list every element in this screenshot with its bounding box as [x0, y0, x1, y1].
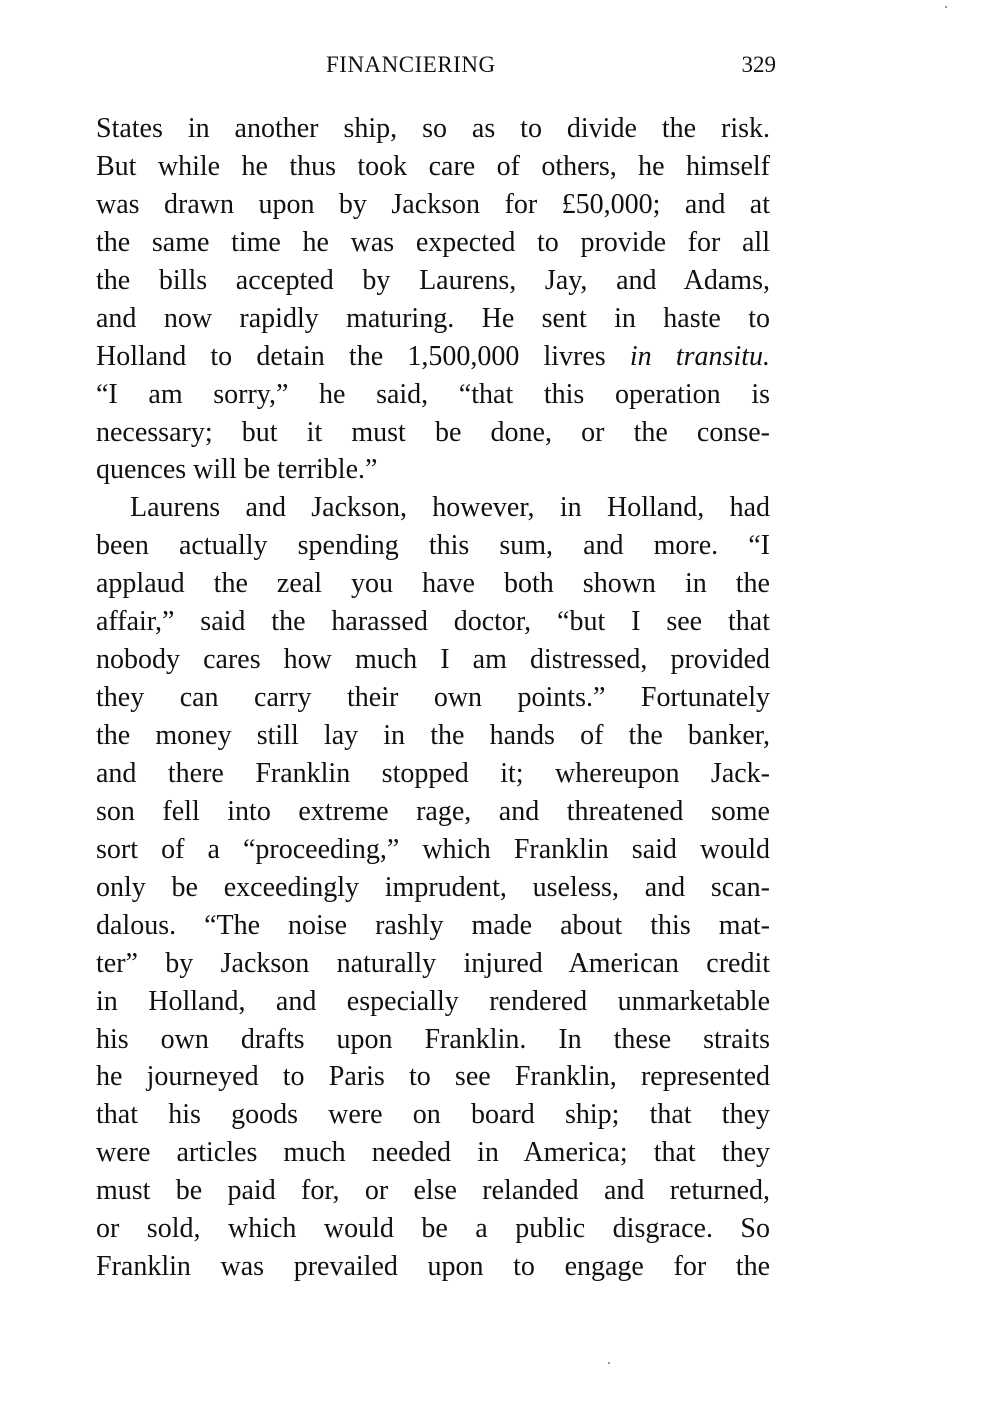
text-line: the same time he was expected to provide for all	[96, 226, 770, 258]
text-line: only be exceedingly imprudent, useless, and scan-	[96, 871, 770, 903]
print-speck	[608, 1362, 610, 1364]
text-line: sort of a “proceeding,” which Franklin said would	[96, 833, 770, 865]
page-header	[96, 52, 776, 92]
text-line: was drawn upon by Jackson for £50,000; and at	[96, 188, 770, 220]
text-line: and there Franklin stopped it; whereupon Jack-	[96, 757, 770, 789]
text-line: he journeyed to Paris to see Franklin, represented	[96, 1061, 770, 1093]
text-line: States in another ship, so as to divide the risk.	[96, 113, 770, 144]
page-number: 329	[741, 52, 776, 77]
text-line: necessary; but it must be done, or the conse-	[96, 416, 770, 448]
text-line: that his goods were on board ship; that they	[96, 1099, 770, 1131]
italic-phrase: in transitu.	[629, 340, 770, 372]
text-line: his own drafts upon Franklin. In these straits	[96, 1023, 770, 1055]
text-line: they can carry their own points.” Fortunately	[96, 682, 770, 714]
text-line: in Holland, and especially rendered unmarketable	[96, 985, 770, 1017]
text-line: the bills accepted by Laurens, Jay, and Adams,	[96, 264, 770, 296]
body-text	[96, 110, 770, 1286]
text-line: son fell into extreme rage, and threatened some	[96, 795, 770, 827]
text-line: or sold, which would be a public disgrace. So	[96, 1213, 770, 1245]
text-line: the money still lay in the hands of the banker,	[96, 720, 770, 751]
text-line: were articles much needed in America; that they	[96, 1137, 770, 1169]
text-segment: Holland to detain the 1,500,000 livres	[96, 340, 606, 372]
running-title: FINANCIERING	[326, 52, 496, 77]
text-line: dalous. “The noise rashly made about this mat-	[96, 909, 770, 941]
text-line: “I am sorry,” he said, “that this operation is	[96, 378, 770, 410]
paragraph-start-line: Laurens and Jackson, however, in Holland, had	[130, 492, 770, 524]
text-line: Franklin was prevailed upon to engage for the	[96, 1251, 770, 1283]
print-speck	[945, 6, 947, 8]
text-line: affair,” said the harassed doctor, “but I see that	[96, 606, 770, 638]
text-line: been actually spending this sum, and more. “I	[96, 530, 770, 562]
text-line: and now rapidly maturing. He sent in haste to	[96, 302, 770, 334]
text-line: But while he thus took care of others, he himself	[96, 150, 770, 182]
text-line	[96, 338, 770, 376]
text-line: applaud the zeal you have both shown in the	[96, 568, 770, 600]
text-line: must be paid for, or else relanded and returned,	[96, 1175, 770, 1207]
text-line: ter” by Jackson naturally injured American credit	[96, 947, 770, 979]
text-line: nobody cares how much I am distressed, provided	[96, 644, 770, 676]
text-line: quences will be terrible.”	[96, 454, 378, 486]
